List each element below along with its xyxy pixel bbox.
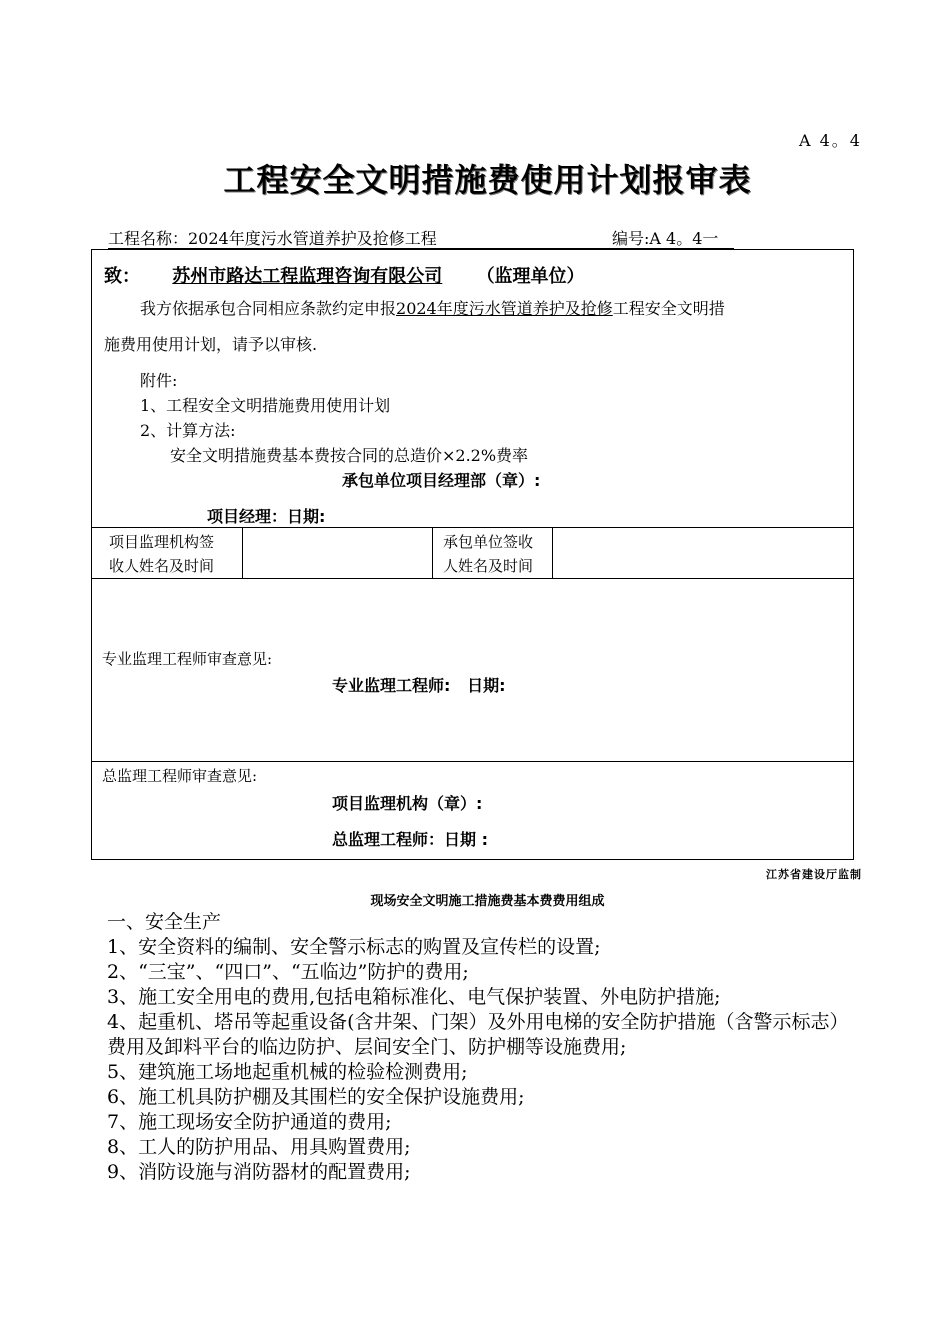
- list-item: 4、起重机、塔吊等起重设备(含井架、门架）及外用电梯的安全防护措施（含警示标志）费用及卸料平台的临边防护、层间安全门、防护棚等设施费用;: [107, 1011, 849, 1058]
- supervisor-sign-label-1: 项目监理机构签: [109, 533, 215, 551]
- request-text-1: [140, 296, 725, 319]
- issuer-footnote: 江苏省建设厅监制: [766, 868, 862, 881]
- list-item: 2、“三宝”、“四口”、“五临边”防护的费用;: [107, 961, 469, 983]
- chief-opinion-label: 总监理工程师审查意见:: [102, 767, 258, 785]
- project-line: [108, 226, 734, 249]
- supervisor-sign-label: [109, 530, 214, 578]
- request-text-2: 施费用使用计划，请予以审核.: [104, 335, 318, 354]
- col-divider: [242, 527, 243, 578]
- section-title: 现场安全文明施工措施费基本费费用组成: [370, 894, 605, 909]
- list-item: 9、消防设施与消防器材的配置费用;: [107, 1161, 411, 1183]
- attachment-item-2: 2、计算方法:: [140, 421, 236, 440]
- list-item: 一、安全生产: [107, 911, 222, 933]
- request-project: 2024年度污水管道养护及抢修: [396, 299, 613, 318]
- request-text-a: 我方依据承包合同相应条款约定申报: [140, 299, 397, 318]
- supervisor-sign-label-2: 收人姓名及时间: [109, 557, 215, 575]
- contractor-dept-seal: 承包单位项目经理部（章）:: [342, 471, 541, 490]
- form-number: 编号:A 4。4一: [612, 229, 719, 248]
- contractor-sign-label-2: 人姓名及时间: [443, 557, 534, 575]
- form-code: A 4。4: [798, 131, 862, 150]
- row-divider: [92, 527, 853, 528]
- list-item: 8、工人的防护用品、用具购置费用;: [107, 1136, 411, 1158]
- addressee-line: [104, 262, 585, 288]
- contractor-sign-label: [443, 530, 533, 578]
- col-divider: [432, 527, 433, 578]
- list-item: 1、安全资料的编制、安全警示标志的购置及宣传栏的设置;: [107, 936, 601, 958]
- chief-engineer-sign-date: 总监理工程师：日期 :: [332, 830, 488, 849]
- addressee-org: 苏州市路达工程监理咨询有限公司: [172, 266, 443, 287]
- engineer-sign-date: 专业监理工程师: 日期:: [332, 676, 506, 695]
- row-divider: [92, 578, 853, 579]
- cost-items-list: [107, 910, 863, 1185]
- attachment-title: 附件:: [140, 371, 178, 390]
- list-item: 5、建筑施工场地起重机械的检验检测费用;: [107, 1061, 468, 1083]
- addressee-role: （监理单位）: [476, 266, 585, 287]
- to-label: 致：: [104, 266, 140, 287]
- list-item: 6、施工机具防护棚及其围栏的安全保护设施费用;: [107, 1086, 525, 1108]
- attachment-formula: 安全文明措施费基本费按合同的总造价×2.2%费率: [170, 446, 529, 465]
- contractor-sign-label-1: 承包单位签收: [443, 533, 534, 551]
- list-item: 3、施工安全用电的费用,包括电箱标准化、电气保护装置、外电防护措施;: [107, 986, 721, 1008]
- supervision-org-seal: 项目监理机构（章）:: [332, 794, 483, 813]
- project-name: 工程名称：2024年度污水管道养护及抢修工程: [108, 229, 437, 248]
- col-divider: [552, 527, 553, 578]
- engineer-opinion-label: 专业监理工程师审查意见:: [102, 650, 273, 668]
- form-table: [91, 249, 854, 860]
- request-text-b: 工程安全文明措: [612, 299, 725, 318]
- row-divider: [92, 761, 853, 762]
- project-manager-date: 项目经理：日期:: [207, 507, 326, 526]
- page-title: 工程安全文明措施费使用计划报审表: [223, 161, 752, 199]
- list-item: 7、施工现场安全防护通道的费用;: [107, 1111, 392, 1133]
- attachment-item-1: 1、工程安全文明措施费用使用计划: [140, 396, 391, 415]
